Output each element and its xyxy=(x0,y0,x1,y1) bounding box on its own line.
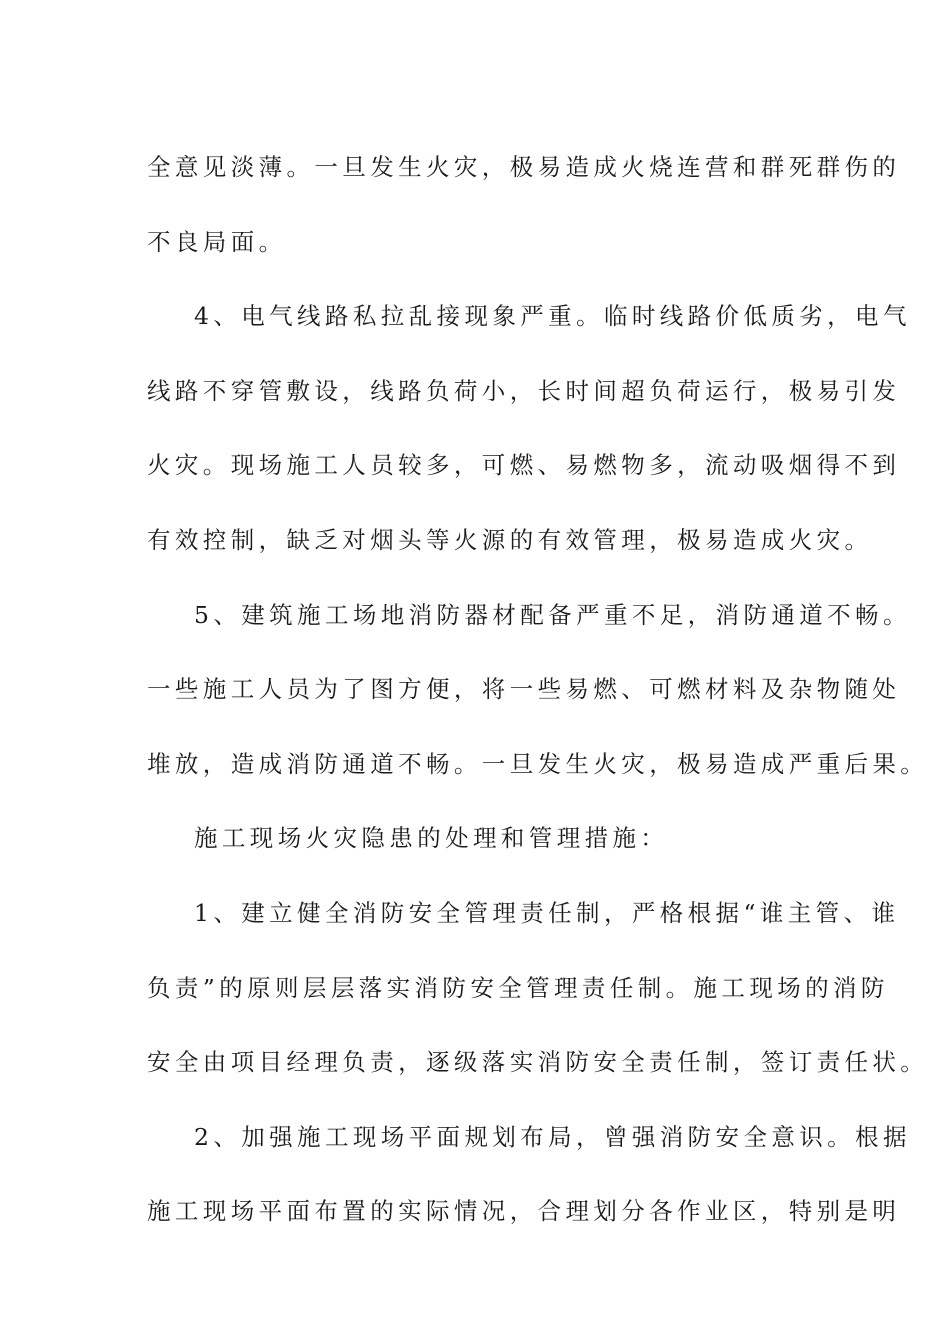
paragraph-start-line: 1、建立健全消防安全管理责任制，严格根据“谁主管、谁 xyxy=(194,898,900,927)
text-line: 全意见淡薄。一旦发生火灾，极易造成火烧连营和群死群伤的 xyxy=(147,153,901,181)
section-heading: 施工现场火灾隐患的处理和管理措施： xyxy=(194,824,669,853)
paragraph-start-line: 4、电气线路私拉乱接现象严重。临时线路价低质劣，电气 xyxy=(194,302,911,331)
text-line: 不良局面。 xyxy=(147,227,287,256)
text-line: 火灾。现场施工人员较多，可燃、易燃物多，流动吸烟得不到 xyxy=(147,451,901,480)
text-line: 一些施工人员为了图方便，将一些易燃、可燃材料及杂物随处 xyxy=(147,675,901,704)
text-line: 安全由项目经理负责，逐级落实消防安全责任制，签订责任状。 xyxy=(147,1048,929,1077)
text-line: 施工现场平面布置的实际情况，合理划分各作业区，特别是明 xyxy=(147,1197,901,1226)
text-line: 堆放，造成消防通道不畅。一旦发生火灾，极易造成严重后果。 xyxy=(147,749,929,778)
paragraph-start-line: 2、加强施工现场平面规划布局，曾强消防安全意识。根据 xyxy=(194,1122,911,1151)
body-text xyxy=(147,130,929,1249)
paragraph-start-line: 5、建筑施工场地消防器材配备严重不足，消防通道不畅。 xyxy=(194,600,911,629)
text-line: 线路不穿管敷设，线路负荷小，长时间超负荷运行，极易引发 xyxy=(147,376,901,405)
text-line: 有效控制，缺乏对烟头等火源的有效管理，极易造成火灾。 xyxy=(147,525,873,554)
text-line: 负责”的原则层层落实消防安全管理责任制。施工现场的消防 xyxy=(147,973,889,1002)
